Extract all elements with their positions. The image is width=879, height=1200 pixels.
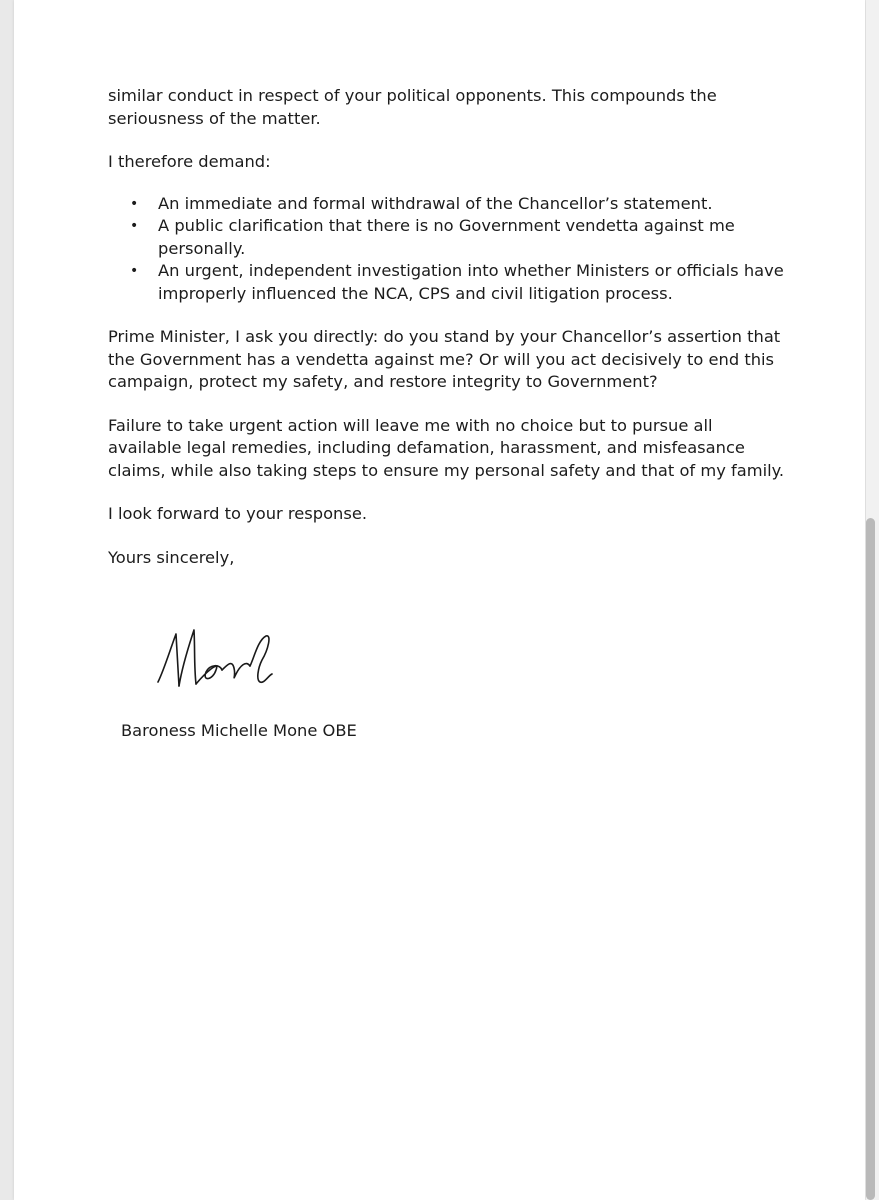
closing-salutation: Yours sincerely,	[108, 547, 235, 567]
paragraph-failure: Failure to take urgent action will leave me with no choice but to pursue all available legal remedies, including defamation, harassment, and misfeasance claims, while also taking steps to ensure my personal safety and that of my family.	[108, 415, 785, 480]
letter-body	[108, 85, 788, 569]
list-item: • An immediate and formal withdrawal of the Chancellor’s statement.	[108, 193, 788, 216]
demands-list	[108, 193, 788, 306]
handwritten-signature	[148, 620, 298, 710]
paragraph-prime-minister: Prime Minister, I ask you directly: do you stand by your Chancellor’s assertion that the Government has a vendetta against me? Or will you act decisively to end this campaign, protect my safety, and restore integrity to Government?	[108, 327, 781, 391]
list-item: • An urgent, independent investigation into whether Ministers or officials have improperly influenced the NCA, CPS and civil litigation process.	[108, 260, 788, 305]
signatory-name: Baroness Michelle Mone OBE	[121, 721, 357, 740]
list-item: • A public clarification that there is no Government vendetta against me personally.	[108, 215, 788, 260]
paragraph-demand-intro: I therefore demand:	[108, 152, 271, 171]
paragraph-opening: similar conduct in respect of your political opponents. This compounds the seriousness of the matter.	[108, 86, 717, 128]
paragraph-look-forward: I look forward to your response.	[108, 504, 368, 523]
scrollbar-thumb[interactable]	[866, 518, 875, 1200]
